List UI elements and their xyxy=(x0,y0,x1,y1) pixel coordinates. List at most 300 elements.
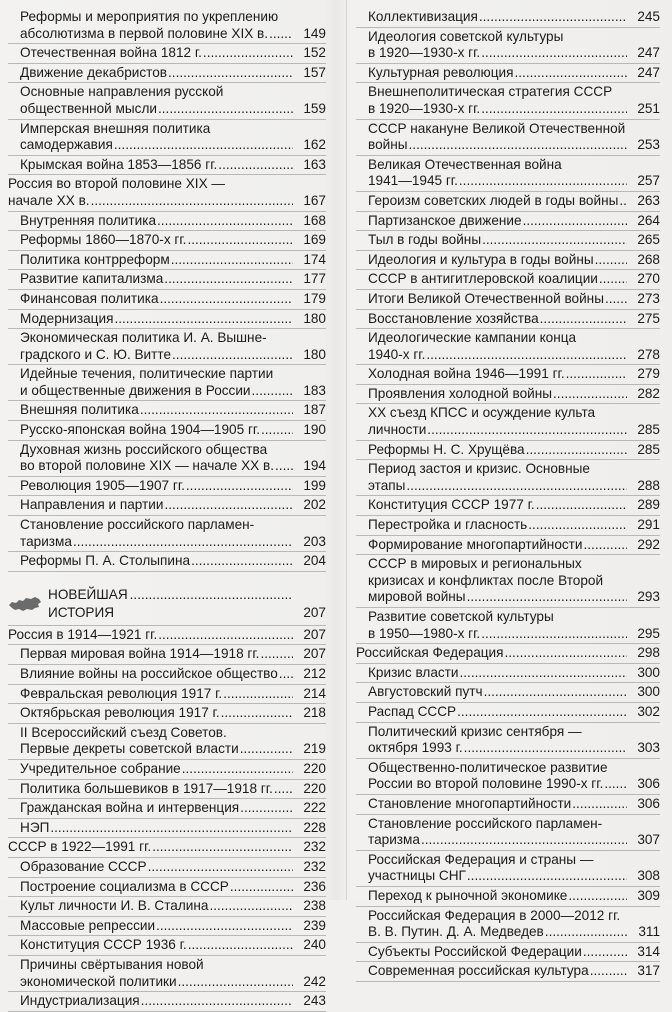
toc-entry-text: Политика большевиков в 1917—1918 гг. xyxy=(20,780,273,796)
toc-entry-line xyxy=(368,84,628,101)
toc-entry[interactable] xyxy=(356,83,660,119)
toc-entry[interactable] xyxy=(356,120,660,156)
toc-entry-line xyxy=(368,9,628,26)
toc-entry[interactable] xyxy=(8,724,326,760)
toc-entry-text: Героизм советских людей в годы войны xyxy=(368,192,619,208)
toc-entry[interactable] xyxy=(356,441,660,461)
toc-entry-text: Образование СССР xyxy=(20,858,147,874)
toc-entry-line xyxy=(368,573,628,590)
toc-page-number: 162 xyxy=(303,137,326,153)
toc-entry-line xyxy=(368,924,628,941)
toc-entry[interactable] xyxy=(8,120,326,156)
toc-entry-text: Развитие советской культуры xyxy=(368,609,554,624)
leader-dots xyxy=(275,458,293,475)
toc-entry-text: начале XX в. xyxy=(8,192,90,208)
toc-page-number: 183 xyxy=(303,382,326,398)
toc-entry[interactable] xyxy=(356,310,660,330)
toc-page-number: 285 xyxy=(637,422,660,438)
toc-entry-line xyxy=(20,781,294,798)
toc-entry[interactable] xyxy=(8,156,326,176)
toc-entry-line xyxy=(20,137,294,154)
toc-entry[interactable] xyxy=(356,385,660,405)
leader-dots xyxy=(187,232,293,249)
toc-page-number: 268 xyxy=(637,251,660,267)
toc-column-left xyxy=(8,8,326,1012)
toc-entry[interactable] xyxy=(8,496,326,516)
toc-entry[interactable] xyxy=(8,64,326,84)
toc-page-number: 278 xyxy=(637,346,660,362)
toc-page-number: 314 xyxy=(637,943,660,959)
toc-entry-text: НЭП xyxy=(20,819,50,835)
leader-dots xyxy=(484,684,627,701)
toc-entry[interactable] xyxy=(8,685,326,705)
toc-entry[interactable] xyxy=(8,44,326,64)
toc-entry[interactable] xyxy=(356,815,660,851)
toc-entry-text: Идеология советской культуры xyxy=(368,28,564,44)
toc-page-number: 303 xyxy=(637,740,660,756)
leader-dots xyxy=(230,879,293,896)
toc-page-number: 257 xyxy=(637,173,660,189)
toc-entry[interactable] xyxy=(356,608,660,644)
toc-entry[interactable] xyxy=(8,231,326,251)
toc-entry-text: Массовые репрессии xyxy=(20,917,156,933)
toc-page-number: 199 xyxy=(303,477,326,493)
toc-entry-line xyxy=(368,232,628,249)
toc-page-number: 247 xyxy=(637,45,660,61)
toc-entry-text: Реформы 1860—1870-х гг. xyxy=(20,232,187,248)
toc-entry-line xyxy=(20,157,294,174)
toc-entry[interactable] xyxy=(8,878,326,898)
toc-entry-line xyxy=(20,330,294,347)
toc-entry-text: Причины свёртывания новой xyxy=(20,956,204,972)
toc-entry-line xyxy=(20,879,294,896)
toc-entry-line xyxy=(20,402,294,419)
toc-entry[interactable] xyxy=(356,156,660,192)
toc-entry[interactable] xyxy=(8,956,326,992)
toc-entry-line xyxy=(20,213,294,230)
toc-entry-text: Период застоя и кризис. Основные xyxy=(368,461,590,477)
leader-dots xyxy=(158,627,293,644)
leader-dots xyxy=(152,839,293,856)
toc-entry-text: Идеология и культура в годы войны xyxy=(368,251,594,267)
toc-entry-line xyxy=(20,800,294,817)
toc-entry-line xyxy=(368,213,628,230)
toc-entry-text: самодержавия xyxy=(20,137,113,153)
leader-dots xyxy=(566,366,627,383)
toc-entry-line xyxy=(20,820,294,837)
toc-entry-text: Россия в 1914—1921 гг. xyxy=(8,626,158,642)
toc-entry-text: Становление российского парламен- xyxy=(20,517,255,533)
leader-dots xyxy=(188,937,293,954)
toc-page-number: 265 xyxy=(637,232,660,248)
toc-entry[interactable] xyxy=(356,555,660,608)
toc-entry-text: Партизанское движение xyxy=(368,212,522,228)
toc-entry-line xyxy=(20,686,294,703)
toc-page-number: 207 xyxy=(303,626,326,642)
toc-entry-text: Великая Отечественная война xyxy=(368,156,562,172)
toc-entry-text: войны xyxy=(368,137,408,153)
toc-entry-text: России во второй половине 1990-х гг. xyxy=(368,776,604,792)
toc-entry-line xyxy=(368,157,628,174)
section-title: НОВЕЙШАЯ ИСТОРИЯ xyxy=(48,586,128,620)
toc-entry-line xyxy=(368,311,628,328)
toc-entry-text: участницы СНГ xyxy=(368,868,466,884)
leader-dots xyxy=(186,478,293,495)
toc-entry[interactable] xyxy=(8,645,326,665)
toc-entry-line xyxy=(368,963,628,980)
toc-page-number: 232 xyxy=(303,839,326,855)
toc-entry-line xyxy=(368,366,628,383)
column-divider xyxy=(346,0,347,900)
toc-entry[interactable] xyxy=(8,819,326,839)
toc-entry[interactable] xyxy=(356,64,660,84)
toc-entry-line xyxy=(20,761,294,778)
leader-dots xyxy=(178,974,293,991)
toc-entry[interactable] xyxy=(356,795,660,815)
toc-entry-text: Русско-японская война 1904—1905 гг. xyxy=(20,422,260,438)
leader-dots xyxy=(279,666,293,683)
toc-entry[interactable] xyxy=(356,723,660,759)
toc-page-number: 228 xyxy=(303,819,326,835)
toc-page-number: 309 xyxy=(637,887,660,903)
leader-dots xyxy=(599,271,627,288)
toc-entry-text: Крымская война 1853—1856 гг. xyxy=(20,156,218,172)
toc-entry-line xyxy=(368,101,628,118)
toc-entry-text: градского и С. Ю. Витте xyxy=(20,346,172,362)
toc-entry-line xyxy=(20,45,294,62)
leader-dots xyxy=(545,924,627,941)
toc-entry[interactable] xyxy=(8,290,326,310)
toc-entry[interactable] xyxy=(8,516,326,552)
toc-entry[interactable] xyxy=(356,703,660,723)
toc-page-number: 214 xyxy=(303,685,326,701)
toc-entry[interactable] xyxy=(356,8,660,28)
toc-page-number: 300 xyxy=(637,664,660,680)
toc-entry-text: Перестройка и гласность xyxy=(368,517,528,533)
toc-entry-line xyxy=(20,9,294,26)
toc-entry[interactable] xyxy=(8,665,326,685)
toc-page-number: 307 xyxy=(637,832,660,848)
toc-page-number: 263 xyxy=(637,192,660,208)
leader-dots xyxy=(209,898,293,915)
toc-entry[interactable] xyxy=(8,838,326,858)
toc-entry-text: Модернизация xyxy=(20,310,114,326)
toc-entry-line xyxy=(368,888,628,905)
toc-entry[interactable] xyxy=(8,477,326,497)
toc-entry[interactable] xyxy=(8,175,326,211)
toc-page-number: 167 xyxy=(303,192,326,208)
toc-column-right xyxy=(356,8,660,982)
toc-entry-line xyxy=(20,84,294,101)
leader-dots xyxy=(223,686,293,703)
toc-entry[interactable] xyxy=(356,536,660,556)
toc-entry-line xyxy=(20,517,294,534)
toc-page-number: 243 xyxy=(303,993,326,1009)
toc-entry-line xyxy=(368,137,628,154)
toc-entry[interactable] xyxy=(8,760,326,780)
toc-entry-text: Кризис власти xyxy=(368,664,459,680)
toc-entry-text: 1940-х гг. xyxy=(368,346,426,362)
toc-entry-line xyxy=(368,497,628,514)
toc-entry-text: Общественно-политическое развитие xyxy=(368,759,608,775)
toc-entry[interactable] xyxy=(356,270,660,290)
toc-page-number: 270 xyxy=(637,271,660,287)
toc-entry-text: Движение декабристов xyxy=(20,64,168,80)
leader-dots xyxy=(182,761,293,778)
toc-entry[interactable] xyxy=(8,8,326,44)
leader-dots xyxy=(157,213,293,230)
toc-entry-line xyxy=(368,852,628,869)
toc-entry-text: Тыл в годы войны xyxy=(368,232,482,248)
toc-entry-line xyxy=(368,796,628,813)
toc-list-left-modern xyxy=(8,626,326,1012)
toc-page-number: 236 xyxy=(303,878,326,894)
toc-page-number: 149 xyxy=(303,25,326,41)
leader-dots xyxy=(160,291,293,308)
leader-dots xyxy=(481,101,627,118)
toc-page-number: 308 xyxy=(637,868,660,884)
toc-entry-line xyxy=(20,252,294,269)
leader-dots xyxy=(158,101,293,118)
toc-entry-line xyxy=(20,291,294,308)
toc-entry[interactable] xyxy=(356,887,660,907)
toc-entry[interactable] xyxy=(356,907,660,943)
toc-page-number: 300 xyxy=(637,684,660,700)
toc-page-number: 245 xyxy=(637,9,660,24)
toc-entry-text: СССР в антигитлеровской коалиции xyxy=(368,271,598,287)
leader-dots xyxy=(218,157,293,174)
toc-entry-text: Индустриализация xyxy=(20,993,140,1009)
toc-entry[interactable] xyxy=(8,329,326,365)
toc-entry[interactable] xyxy=(356,664,660,684)
toc-page-number: 282 xyxy=(637,385,660,401)
toc-entry[interactable] xyxy=(8,365,326,401)
toc-entry-line xyxy=(368,537,628,554)
toc-entry-line xyxy=(368,908,628,925)
leader-dots xyxy=(164,271,293,288)
toc-entry[interactable] xyxy=(8,897,326,917)
toc-entry-line xyxy=(20,918,294,935)
toc-entry[interactable] xyxy=(356,28,660,64)
leader-dots xyxy=(604,776,627,793)
leader-dots xyxy=(482,232,627,249)
leader-dots xyxy=(73,534,293,551)
toc-entry-text: Политический кризис сентября — xyxy=(368,723,582,739)
leader-dots xyxy=(141,993,293,1010)
toc-entry-line xyxy=(20,232,294,249)
toc-entry[interactable] xyxy=(356,404,660,440)
toc-entry[interactable] xyxy=(356,329,660,365)
toc-entry[interactable] xyxy=(356,212,660,232)
leader-dots xyxy=(526,442,627,459)
toc-entry[interactable] xyxy=(356,943,660,963)
toc-entry-text: Российская Федерация xyxy=(356,645,504,661)
leader-dots xyxy=(572,796,627,813)
toc-entry-line xyxy=(368,386,628,403)
toc-entry-text: мировой войны xyxy=(368,589,466,605)
toc-page-number: 239 xyxy=(303,917,326,933)
toc-entry[interactable] xyxy=(8,251,326,271)
toc-entry[interactable] xyxy=(8,917,326,937)
toc-page-number: 194 xyxy=(303,458,326,474)
toc-entry-text: Проявления холодной войны xyxy=(368,385,553,401)
toc-entry-text: Коллективизация xyxy=(368,9,478,24)
leader-dots xyxy=(156,918,293,935)
toc-entry-line xyxy=(20,121,294,138)
toc-entry[interactable] xyxy=(8,212,326,232)
toc-entry-text: Февральская революция 1917 г. xyxy=(20,685,223,701)
leader-dots xyxy=(584,537,628,554)
leader-dots xyxy=(221,705,293,722)
toc-entry[interactable] xyxy=(8,310,326,330)
toc-entry-line xyxy=(20,553,294,570)
toc-entry-line xyxy=(368,589,628,606)
leader-dots xyxy=(261,422,293,439)
toc-entry[interactable] xyxy=(8,270,326,290)
toc-entry[interactable] xyxy=(356,231,660,251)
leader-dots xyxy=(481,626,627,643)
leader-dots xyxy=(171,252,293,269)
toc-entry-line xyxy=(368,478,628,495)
toc-entry-text: Первая мировая война 1914—1918 гг. xyxy=(20,646,260,662)
leader-dots xyxy=(140,402,293,419)
toc-entry[interactable] xyxy=(356,290,660,310)
toc-entry[interactable] xyxy=(8,401,326,421)
toc-entry-line xyxy=(368,405,628,422)
toc-entry-line xyxy=(368,626,628,643)
toc-entry[interactable] xyxy=(8,626,326,646)
toc-entry-text: Становление российского парламен- xyxy=(368,815,603,831)
toc-entry[interactable] xyxy=(356,365,660,385)
toc-entry-line xyxy=(368,609,628,626)
toc-entry-text: Становление многопартийности xyxy=(368,795,572,811)
leader-dots xyxy=(427,422,627,439)
toc-entry-line xyxy=(368,422,628,439)
section-page-number: 207 xyxy=(303,604,326,620)
toc-entry-line xyxy=(368,704,628,721)
toc-entry[interactable] xyxy=(356,683,660,703)
toc-page-number: 279 xyxy=(637,366,660,382)
toc-entry-text: общественной мысли xyxy=(20,100,157,116)
toc-entry-text: этапы xyxy=(368,477,406,493)
leader-dots xyxy=(590,963,627,980)
toc-entry-line xyxy=(20,271,294,288)
toc-entry[interactable] xyxy=(356,496,660,516)
toc-entry[interactable] xyxy=(8,83,326,119)
toc-entry-line xyxy=(20,974,294,991)
toc-entry[interactable] xyxy=(356,460,660,496)
toc-entry-line xyxy=(8,193,294,210)
leader-dots xyxy=(240,741,293,758)
toc-page-number: 218 xyxy=(303,705,326,721)
toc-page-number: 264 xyxy=(637,212,660,228)
toc-page-number: 212 xyxy=(303,666,326,681)
leader-dots xyxy=(203,45,293,62)
toc-entry[interactable] xyxy=(356,516,660,536)
leader-dots xyxy=(568,888,627,905)
leader-dots xyxy=(540,311,627,328)
leader-dots xyxy=(421,832,627,849)
toc-entry[interactable] xyxy=(8,552,326,572)
leader-dots xyxy=(130,586,292,604)
leader-dots xyxy=(595,252,627,269)
toc-entry[interactable] xyxy=(8,421,326,441)
toc-entry-line xyxy=(368,665,628,682)
toc-entry-text: Построение социализма в СССР xyxy=(20,878,229,894)
toc-entry[interactable] xyxy=(356,851,660,887)
leader-dots xyxy=(553,386,627,403)
toc-entry-line xyxy=(368,944,628,961)
toc-page-number: 232 xyxy=(303,858,326,874)
leader-dots xyxy=(481,45,627,62)
toc-page-number: 292 xyxy=(637,536,660,552)
leader-dots xyxy=(252,383,293,400)
toc-entry-text: Августовский путч xyxy=(368,684,483,700)
toc-entry[interactable] xyxy=(356,962,660,982)
toc-entry-text: Переход к рыночной экономике xyxy=(368,887,568,903)
toc-entry[interactable] xyxy=(8,799,326,819)
toc-entry-text: СССР в 1922—1991 гг. xyxy=(8,839,152,855)
toc-page-number: 317 xyxy=(637,963,660,979)
leader-dots xyxy=(460,665,628,682)
leader-dots xyxy=(168,65,293,82)
toc-entry[interactable] xyxy=(356,192,660,212)
toc-entry[interactable] xyxy=(8,936,326,956)
toc-page-number: 242 xyxy=(303,973,326,989)
toc-entry-text: Формирование многопартийности xyxy=(368,536,583,552)
leader-dots xyxy=(514,65,627,82)
toc-entry[interactable] xyxy=(356,644,660,664)
toc-entry-line xyxy=(368,868,628,885)
toc-entry-line xyxy=(368,65,628,82)
leader-dots xyxy=(505,645,628,662)
leader-dots xyxy=(50,820,293,837)
toc-entry-text: СССР накануне Великой Отечественной xyxy=(368,120,626,136)
toc-entry-line xyxy=(368,684,628,701)
toc-page-number: 222 xyxy=(303,800,326,816)
toc-entry[interactable] xyxy=(8,704,326,724)
toc-page-number: 159 xyxy=(303,100,326,116)
toc-entry-line xyxy=(20,898,294,915)
toc-entry-text: Отечественная война 1812 г. xyxy=(20,45,202,61)
toc-entry[interactable] xyxy=(8,441,326,477)
toc-entry-text: Итоги Великой Отечественной войны xyxy=(368,290,604,306)
toc-entry-text: Идейные течения, политические партии xyxy=(20,366,274,382)
toc-entry-text: Субъекты Российской Федерации xyxy=(368,943,582,959)
leader-dots xyxy=(426,347,627,364)
toc-entry-line xyxy=(368,121,628,138)
toc-entry-text: Имперская внешняя политика xyxy=(20,120,211,136)
toc-entry[interactable] xyxy=(356,251,660,271)
toc-page-number: 220 xyxy=(303,760,326,776)
leader-dots xyxy=(605,291,627,308)
leader-dots xyxy=(164,497,293,514)
leader-dots xyxy=(114,311,293,328)
toc-entry-line xyxy=(368,45,628,62)
toc-entry-text: Восстановление хозяйства xyxy=(368,310,539,326)
toc-page-number: 179 xyxy=(303,290,326,306)
toc-entry-text: Политика контрреформ xyxy=(20,251,170,267)
toc-entry[interactable] xyxy=(8,992,326,1012)
toc-list-right xyxy=(356,8,660,982)
toc-entry-line xyxy=(20,937,294,954)
toc-entry[interactable] xyxy=(8,780,326,800)
toc-page-number: 253 xyxy=(637,137,660,153)
toc-entry-text: Направления и партии xyxy=(20,497,164,513)
toc-page-number: 302 xyxy=(637,703,660,719)
toc-entry[interactable] xyxy=(8,858,326,878)
toc-entry[interactable] xyxy=(356,759,660,795)
